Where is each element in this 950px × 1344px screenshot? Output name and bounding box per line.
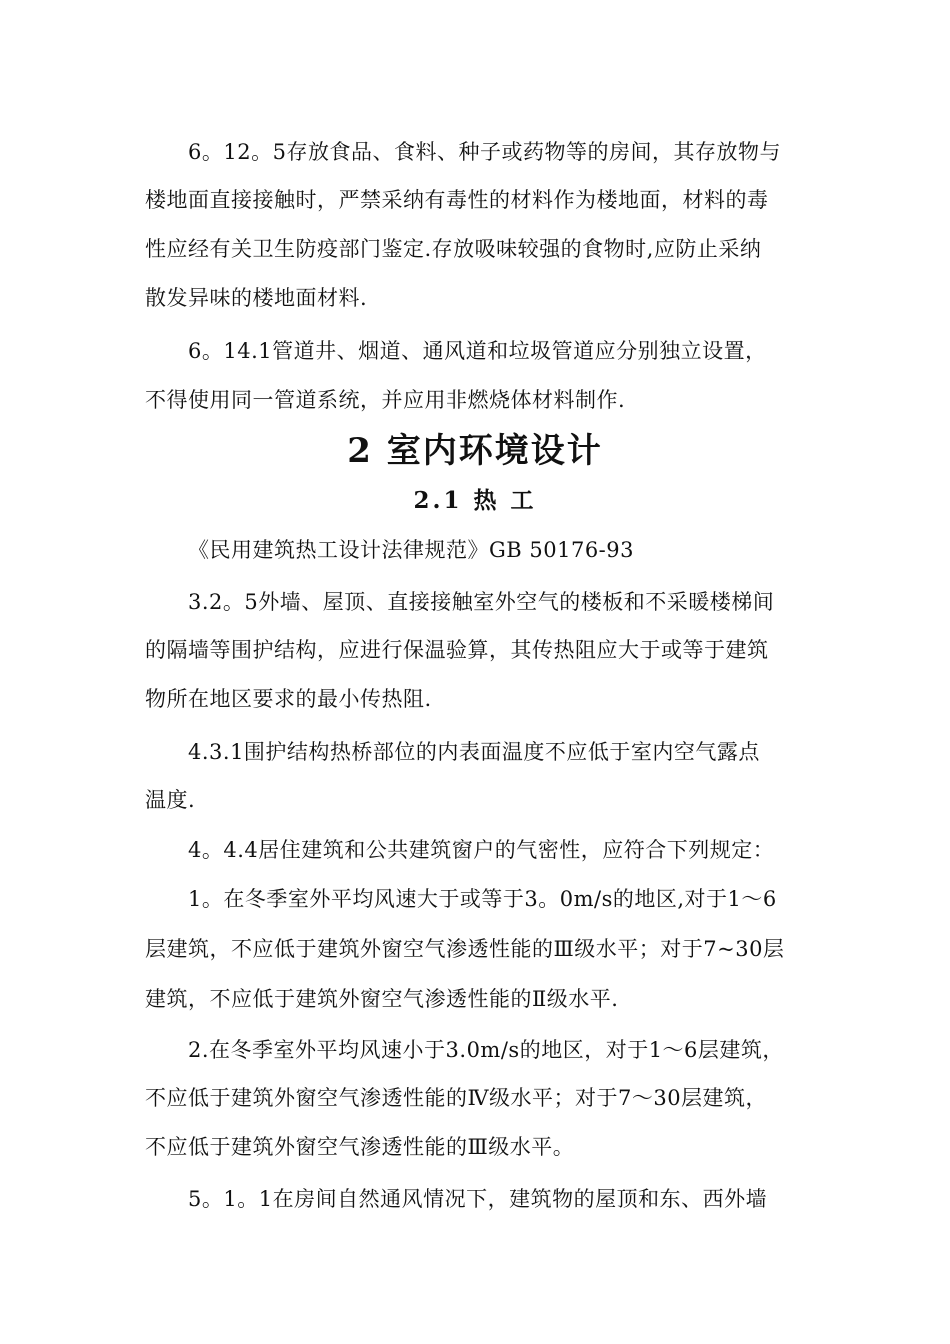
paragraph-line: 不得使用同一管道系统，并应用非燃烧体材料制作. [145, 388, 626, 412]
paragraph-line: 2.在冬季室外平均风速小于3.0m/s的地区，对于1～6层建筑， [188, 1038, 784, 1062]
paragraph-line: 6。12。5存放食品、食料、种子或药物等的房间，其存放物与 [188, 140, 781, 164]
paragraph-line: 1。在冬季室外平均风速大于或等于3。0m/s的地区,对于1～6 [188, 887, 777, 911]
section-heading: 2.1 热 工 [413, 487, 537, 514]
paragraph-line: 不应低于建筑外窗空气渗透性能的Ⅳ级水平；对于7～30层建筑， [145, 1086, 768, 1110]
paragraph-line: 3.2。5外墙、屋顶、直接接触室外空气的楼板和不采暖楼梯间 [188, 590, 775, 614]
paragraph-line: 6。14.1管道井、烟道、通风道和垃圾管道应分别独立设置， [188, 339, 767, 363]
paragraph-line: 建筑，不应低于建筑外窗空气渗透性能的Ⅱ级水平. [145, 987, 619, 1011]
paragraph-line: 楼地面直接接触时，严禁采纳有毒性的材料作为楼地面，材料的毒 [145, 188, 769, 212]
chapter-heading: 2 室内环境设计 [347, 431, 603, 471]
paragraph-line: 层建筑，不应低于建筑外窗空气渗透性能的Ⅲ级水平；对于7~30层 [145, 937, 785, 961]
paragraph-line: 的隔墙等围护结构，应进行保温验算，其传热阻应大于或等于建筑 [145, 638, 769, 662]
paragraph-line: 5。1。1在房间自然通风情况下，建筑物的屋顶和东、西外墙 [188, 1187, 768, 1211]
paragraph-line: 《民用建筑热工设计法律规范》GB 50176-93 [188, 538, 635, 562]
paragraph-line: 性应经有关卫生防疫部门鉴定.存放吸味较强的食物时,应防止采纳 [145, 237, 762, 261]
paragraph-line: 温度. [145, 788, 196, 812]
paragraph-line: 物所在地区要求的最小传热阻. [145, 687, 432, 711]
paragraph-line: 4。4.4居住建筑和公共建筑窗户的气密性，应符合下列规定： [188, 838, 775, 862]
paragraph-line: 不应低于建筑外窗空气渗透性能的Ⅲ级水平。 [145, 1135, 575, 1159]
paragraph-line: 4.3.1围护结构热桥部位的内表面温度不应低于室内空气露点 [188, 740, 760, 764]
paragraph-line: 散发异味的楼地面材料. [145, 286, 368, 310]
